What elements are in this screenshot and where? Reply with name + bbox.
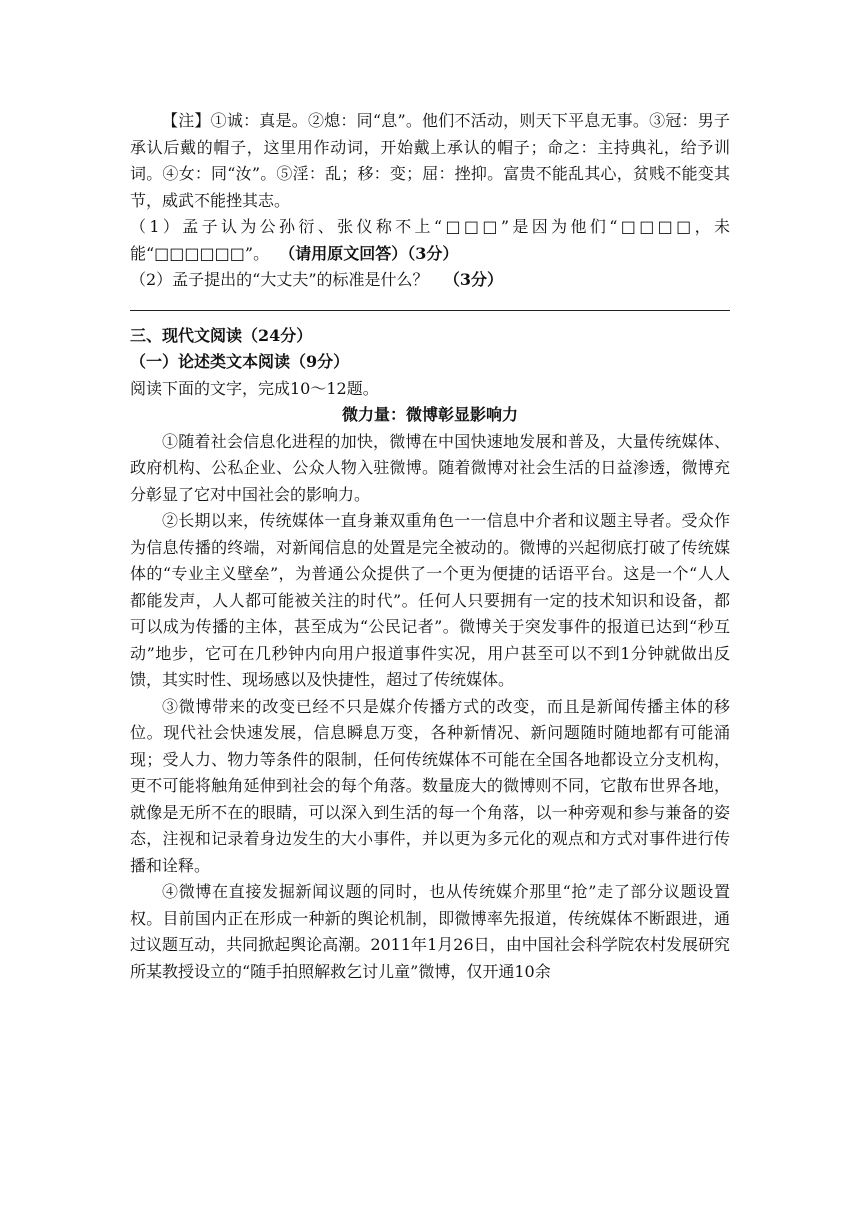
article-paragraph-1: ①随着社会信息化进程的加快，微博在中国快速地发展和普及，大量传统媒体、政府机构、公私企业、公众人物入驻微博。随着微博对社会生活的日益渗透，微博充分彰显了它对中国社会的影响力。 [130,431,730,504]
question-1-hint: （请用原文回答）（3分） [279,243,459,263]
notes-text: ①诚：真是。②熄：同“息”。他们不活动，则天下平息无事。③冠：男子承认后戴的帽子，这里用作动词，开始戴上承认的帽子；命之：主持典礼，给予训词。④女：同“汝”。⑤淫：乱；移：变；屈：挫抑。富贵不能乱其心，贫贱不能变其节，威武不能挫其志。 [130,111,730,210]
sub-section-heading: （一）论述类文本阅读（9分） [130,352,350,371]
question-2 [130,267,730,294]
article-paragraph-4: ④微博在直接发掘新闻议题的同时，也从传统媒介那里“抢”走了部分议题设置权。目前国内正在形成一种新的舆论机制，即微博率先报道，传统媒体不断跟进，通过议题互动，共同掀起舆论高潮。2011年1月26日，由中国社会科学院农村发展研究所某教授设立的“随手拍照解救乞讨儿童”微博，仅开通10余 [130,882,730,981]
question-1 [130,214,730,267]
question-2-text: （2）孟子提出的“大丈夫”的标准是什么？ [130,270,429,289]
section-heading: 三、现代文阅读（24分） [130,325,313,345]
notes-label: 【注】 [162,111,211,130]
document-page [130,108,730,985]
notes-paragraph [130,108,730,214]
reading-instruction: 阅读下面的文字，完成10～12题。 [130,378,379,398]
question-2-score: （3分） [443,270,503,289]
article-paragraph-2: ②长期以来，传统媒体一直身兼双重角色一一信息中介者和议题主导者。受众作为信息传播的终端，对新闻信息的处置是完全被动的。微博的兴起彻底打破了传统媒体的“专业主义壁垒”，为普通公众提供了一个更为便捷的话语平台。这是一个“人人都能发声，人人都可能被关注的时代”。任何人只要拥有一定的技术知识和设备，都可以成为传播的主体，甚至成为“公民记者”。微博关于突发事件的报道已达到“秒互动”地步，它可在几秒钟内向用户报道事件实况，用户甚至可以不到1分钟就做出反馈，其实时性、现场感以及快捷性，超过了传统媒体。 [130,511,730,689]
article-title: 微力量：微博彰显影响力 [341,405,518,424]
question-1-text: （1）孟子认为公孙衍、张仪称不上“□□□”是因为他们“□□□□，未能“□□□□□□”。 [130,217,730,263]
article-paragraph-3: ③微博带来的改变已经不只是媒介传播方式的改变，而且是新闻传播主体的移位。现代社会快速发展，信息瞬息万变，各种新情况、新问题随时随地都有可能涌现；受人力、物力等条件的限制，任何传统媒体不可能在全国各地都设立分支机构，更不可能将触角延伸到社会的每个角落。数量庞大的微博则不同，它散布世界各地，就像是无所不在的眼睛，可以深入到生活的每一个角落，以一种旁观和参与兼备的姿态，注视和记录着身边发生的大小事件，并以更为多元化的观点和方式对事件进行传播和诠释。 [130,696,730,875]
section-divider [130,310,730,311]
